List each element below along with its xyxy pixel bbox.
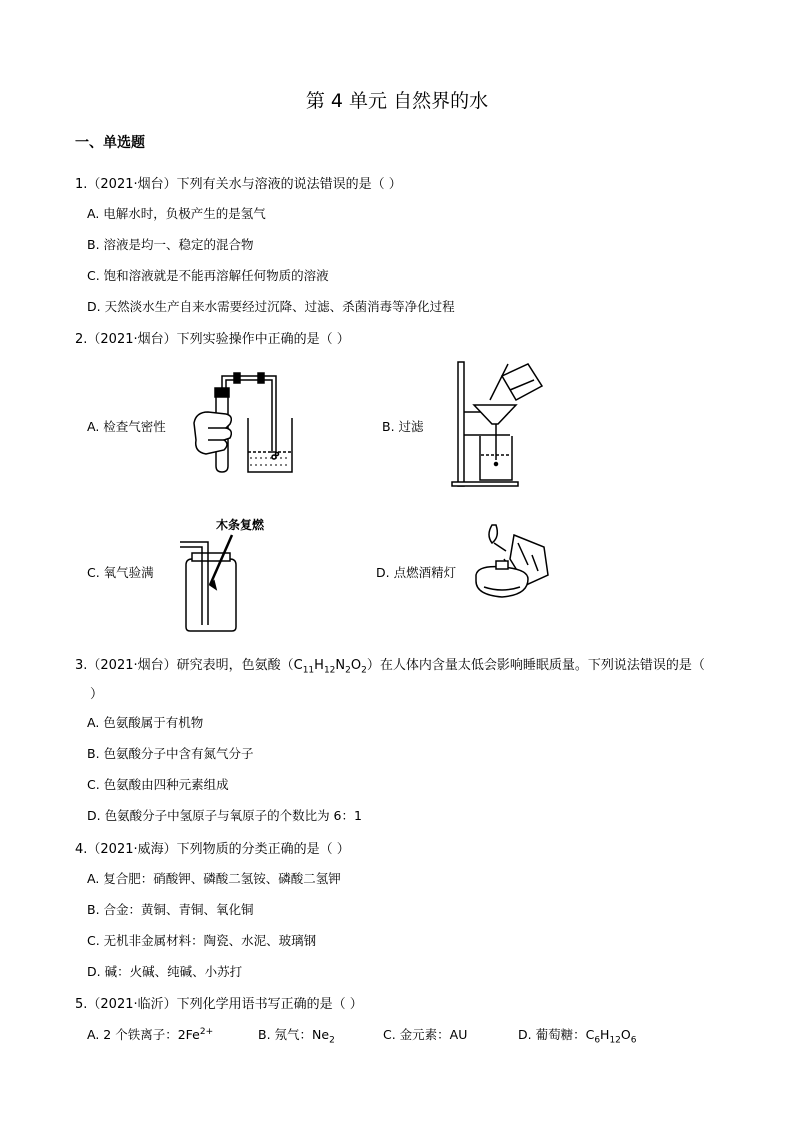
question-5-option-b: B. 氖气：$Ne_2$	[258, 1027, 335, 1046]
question-4-option-b: B. 合金：黄铜、青铜、氧化铜	[87, 902, 254, 917]
question-3-stem: 3.（2021·烟台）研究表明，色氨酸$(C_{11}H_{12}N_2O_2)$在人体内含量太低会影响睡眠质量。下列说法错误的是（	[75, 658, 705, 676]
filtration-figure	[450, 360, 560, 490]
question-3-option-a: A. 色氨酸属于有机物	[87, 715, 204, 730]
question-3-option-d: D. 色氨酸分子中氢原子与氧原子的个数比为 6：1	[87, 808, 362, 823]
section-heading: 一、单选题	[75, 135, 145, 151]
question-1-option-b: B. 溶液是均一、稳定的混合物	[87, 237, 254, 252]
question-4-option-c: C. 无机非金属材料：陶瓷、水泥、玻璃钢	[87, 933, 317, 948]
airtightness-check-figure	[186, 368, 296, 478]
question-5-option-a: A. 2 个铁离子：$2Fe^{2+}$	[87, 1026, 214, 1042]
question-3-option-c: C. 色氨酸由四种元素组成	[87, 777, 229, 792]
question-3-stem-line2: ）	[90, 687, 104, 702]
page-title: 第 4 单元 自然界的水	[305, 90, 489, 112]
question-2-option-c: C. 氧气验满	[87, 565, 154, 580]
question-1-option-a: A. 电解水时，负极产生的是氢气	[87, 206, 266, 221]
question-1-option-d: D. 天然淡水生产自来水需要经过沉降、过滤、杀菌消毒等净化过程	[87, 299, 455, 314]
question-2-option-a: A. 检查气密性	[87, 419, 166, 434]
alcohol-lamp-figure	[458, 515, 568, 605]
question-4-option-d: D. 碱：火碱、纯碱、小苏打	[87, 964, 243, 979]
question-2-option-b: B. 过滤	[382, 419, 424, 434]
oxygen-full-test-figure	[172, 515, 282, 635]
question-3-option-b: B. 色氨酸分子中含有氮气分子	[87, 746, 254, 761]
question-5-option-d: D. 葡萄糖：$C_6H_{12}O_6$	[518, 1027, 637, 1046]
question-4-option-a: A. 复合肥：硝酸钾、磷酸二氢铵、磷酸二氢钾	[87, 871, 341, 886]
question-2-stem: 2.（2021·烟台）下列实验操作中正确的是（ ）	[75, 332, 350, 347]
question-5-option-c: C. 金元素：AU	[383, 1027, 468, 1042]
splint-label: 木条复燃	[216, 518, 265, 532]
question-5-stem: 5.（2021·临沂）下列化学用语书写正确的是（ ）	[75, 997, 363, 1012]
question-4-stem: 4.（2021·威海）下列物质的分类正确的是（ ）	[75, 842, 350, 857]
question-1-option-c: C. 饱和溶液就是不能再溶解任何物质的溶液	[87, 268, 329, 283]
question-2-option-d: D. 点燃酒精灯	[376, 565, 457, 580]
question-1-stem: 1.（2021·烟台）下列有关水与溶液的说法错误的是（ ）	[75, 177, 402, 192]
